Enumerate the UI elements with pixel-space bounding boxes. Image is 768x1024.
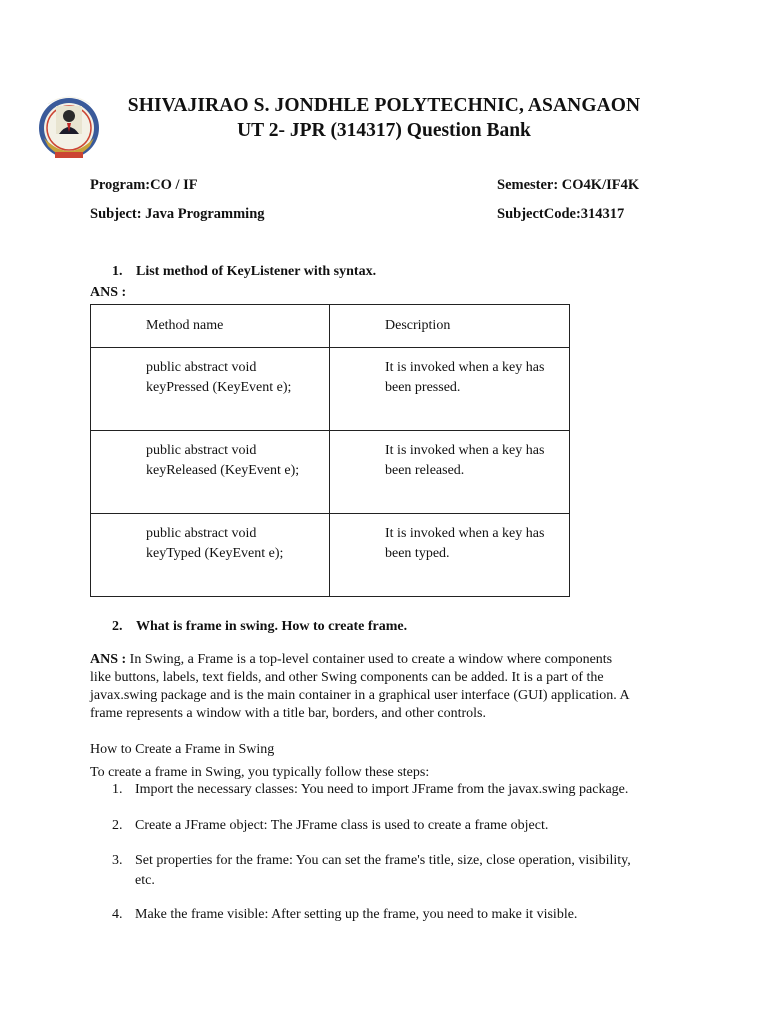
step-text: Set properties for the frame: You can set the frame's title, size, close operation, visibility, — [135, 853, 631, 868]
method-line: public abstract void — [146, 360, 257, 375]
method-line: keyTyped (KeyEvent e); — [146, 546, 284, 561]
institute-title: SHIVAJIRAO S. JONDHLE POLYTECHNIC, ASANGAON — [127, 95, 641, 116]
description-line: been pressed. — [385, 380, 461, 395]
method-line: public abstract void — [146, 443, 257, 458]
description-line: It is invoked when a key has — [385, 443, 545, 458]
step-text-block — [135, 851, 680, 891]
semester-label: Semester: CO4K/IF4K — [497, 177, 640, 193]
keylistener-methods-table — [90, 304, 570, 597]
table-row — [91, 514, 570, 597]
method-line: keyPressed (KeyEvent e); — [146, 380, 292, 395]
header-description: Description — [385, 318, 451, 333]
step-number: 1. — [112, 782, 123, 797]
step-text: Import the necessary classes: You need to import JFrame from the javax.swing package. — [135, 782, 629, 797]
table-row — [91, 348, 570, 431]
answer-line-text: In Swing, a Frame is a top-level container used to create a window where components — [126, 652, 613, 667]
answer-line — [90, 651, 690, 669]
description-line: been typed. — [385, 546, 450, 561]
step-number: 3. — [112, 853, 123, 868]
howto-intro: To create a frame in Swing, you typically follow these steps: — [90, 765, 430, 780]
subject-code-label: SubjectCode:314317 — [497, 206, 625, 222]
program-label: Program:CO / IF — [90, 177, 198, 193]
step-text: Make the frame visible: After setting up the frame, you need to make it visible. — [135, 907, 578, 922]
question-2 — [112, 619, 407, 635]
answer-line: frame represents a window with a title bar, borders, and other controls. — [90, 706, 486, 721]
table-header-row — [91, 305, 570, 348]
question-1-ans-label: ANS : — [90, 285, 127, 300]
question-2-ans-label: ANS : — [90, 652, 127, 667]
question-1-number: 1. — [112, 264, 123, 279]
step-number: 4. — [112, 907, 123, 922]
list-item — [0, 816, 768, 836]
question-1 — [112, 264, 376, 280]
question-2-number: 2. — [112, 619, 123, 634]
description-line: It is invoked when a key has — [385, 526, 545, 541]
list-item — [0, 851, 768, 891]
subject-label: Subject: Java Programming — [90, 206, 265, 222]
answer-line: like buttons, labels, text fields, and other Swing components can be added. It is a part of the — [90, 670, 604, 685]
howto-heading: How to Create a Frame in Swing — [90, 742, 275, 757]
list-item — [0, 905, 768, 925]
header-method-name: Method name — [146, 318, 224, 333]
method-line: keyReleased (KeyEvent e); — [146, 463, 300, 478]
step-text: Create a JFrame object: The JFrame class is used to create a frame object. — [135, 818, 549, 833]
table-row — [91, 431, 570, 514]
question-1-text: List method of KeyListener with syntax. — [136, 264, 377, 279]
step-number: 2. — [112, 818, 123, 833]
question-2-answer — [90, 651, 690, 723]
answer-line: javax.swing package and is the main container in a graphical user interface (GUI) application. A — [90, 688, 630, 703]
list-item — [0, 780, 768, 800]
description-line: It is invoked when a key has — [385, 360, 545, 375]
method-line: public abstract void — [146, 526, 257, 541]
question-2-text: What is frame in swing. How to create frame. — [136, 619, 408, 634]
step-text-continuation: etc. — [135, 873, 155, 888]
description-line: been released. — [385, 463, 465, 478]
question-bank-title: UT 2- JPR (314317) Question Bank — [237, 120, 531, 141]
